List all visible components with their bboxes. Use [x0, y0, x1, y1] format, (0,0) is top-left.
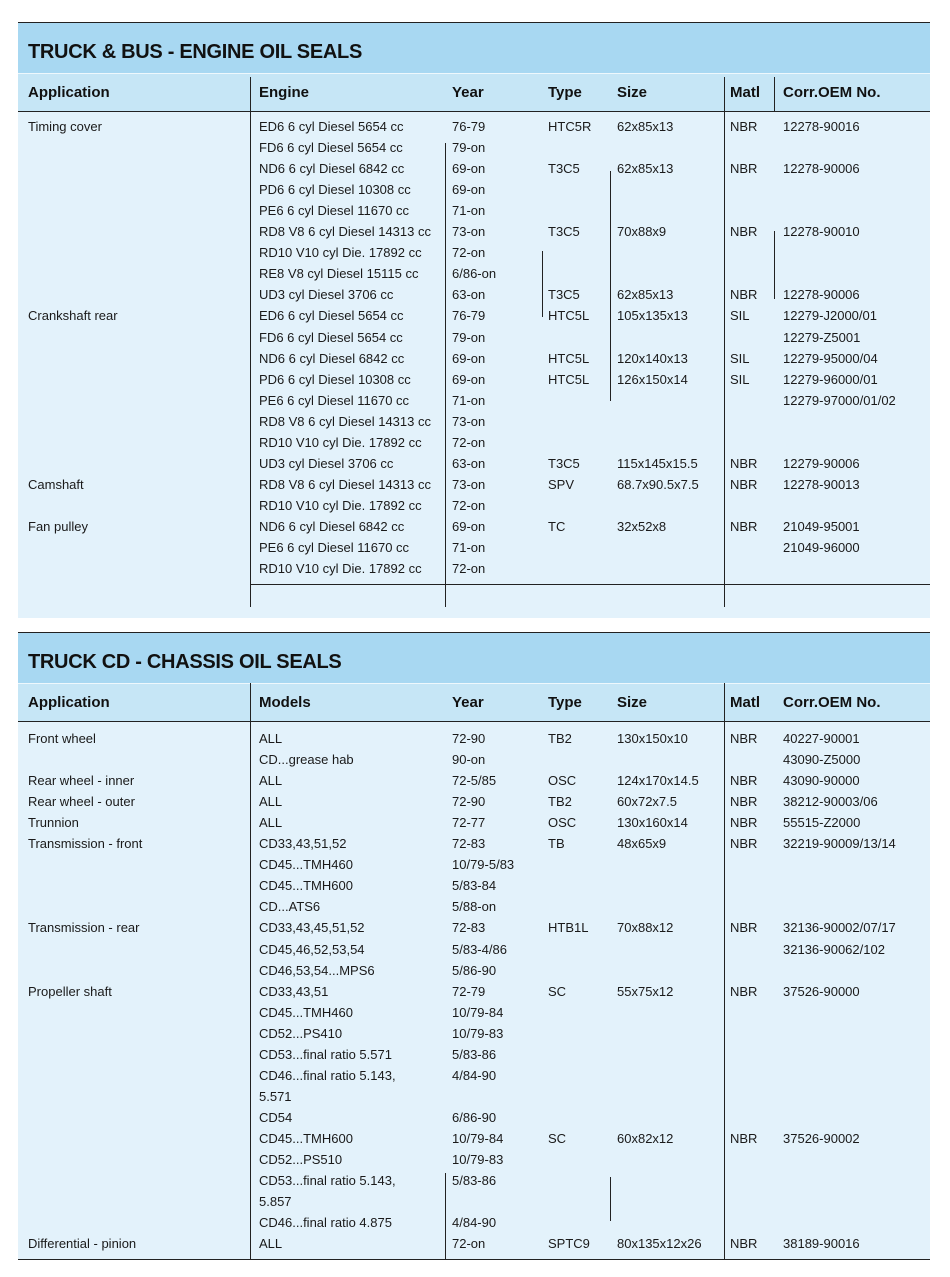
engine-cell: CD45...TMH460: [259, 1004, 353, 1020]
header-engine: Engine: [259, 84, 310, 101]
table-row: [18, 813, 930, 834]
year-cell: 72-on: [452, 434, 486, 450]
table-row: [18, 876, 930, 897]
column-divider: [250, 77, 251, 607]
engine-cell: CD33,43,45,51,52: [259, 920, 365, 936]
material-cell: SIL: [730, 371, 750, 387]
engine-oil-seals-section: [18, 22, 930, 618]
table-row: [18, 897, 930, 918]
material-cell: NBR: [730, 983, 758, 999]
year-cell: 10/79-5/83: [452, 857, 515, 873]
application-cell: Propeller shaft: [28, 983, 112, 999]
size-cell: 55x75x12: [617, 983, 674, 999]
oem-number-cell: 38189-90016: [783, 1236, 860, 1252]
type-cell: T3C5: [548, 224, 580, 240]
size-cell: 130x160x14: [617, 815, 688, 831]
year-cell: 73-on: [452, 476, 486, 492]
year-cell: 79-on: [452, 329, 486, 345]
oem-number-cell: 12279-96000/01: [783, 371, 878, 387]
oem-number-cell: 32136-90002/07/17: [783, 920, 896, 936]
engine-cell: RD8 V8 6 cyl Diesel 14313 cc: [259, 413, 431, 429]
table-row: [18, 771, 930, 792]
year-cell: 72-on: [452, 245, 486, 261]
oem-number-cell: 12278-90006: [783, 287, 860, 303]
engine-cell: CD33,43,51: [259, 983, 329, 999]
engine-cell: ND6 6 cyl Diesel 6842 cc: [259, 161, 405, 177]
year-cell: 63-on: [452, 455, 486, 471]
application-cell: Crankshaft rear: [28, 308, 118, 324]
size-cell: 130x150x10: [617, 731, 688, 746]
table-row: [18, 918, 930, 939]
size-cell: 62x85x13: [617, 119, 674, 134]
application-cell: Differential - pinion: [28, 1236, 137, 1252]
engine-cell: UD3 cyl Diesel 3706 cc: [259, 455, 394, 471]
material-cell: NBR: [730, 119, 758, 134]
engine-cell: CD54: [259, 1109, 293, 1125]
table-row: [18, 792, 930, 813]
material-cell: NBR: [730, 1130, 758, 1146]
table-row: [18, 538, 930, 559]
engine-cell: ED6 6 cyl Diesel 5654 cc: [259, 119, 404, 134]
year-cell: 10/79-84: [452, 1130, 504, 1146]
type-cell: T3C5: [548, 455, 580, 471]
table-row: [18, 475, 930, 496]
table-header: [18, 683, 930, 721]
table-row: [18, 1192, 930, 1213]
header-year: Year: [452, 84, 484, 101]
column-divider: [610, 171, 611, 401]
type-cell: SC: [548, 1130, 567, 1146]
size-cell: 124x170x14.5: [617, 773, 699, 789]
size-cell: 70x88x12: [617, 920, 674, 936]
type-cell: TC: [548, 518, 566, 534]
header-oem-number: Corr.OEM No.: [783, 694, 881, 711]
oem-number-cell: 12278-90010: [783, 224, 860, 240]
type-cell: HTC5L: [548, 350, 590, 366]
header-oem-number: Corr.OEM No.: [783, 84, 881, 101]
oem-number-cell: 32136-90062/102: [783, 941, 885, 957]
engine-cell: ND6 6 cyl Diesel 6842 cc: [259, 350, 405, 366]
year-cell: 4/84-90: [452, 1067, 497, 1083]
table-row: [18, 1087, 930, 1108]
chassis-oil-seals-section: [18, 632, 930, 1260]
year-cell: 10/79-84: [452, 1004, 504, 1020]
year-cell: 6/86-on: [452, 266, 497, 282]
table-row: [18, 729, 930, 750]
material-cell: NBR: [730, 161, 758, 177]
oem-number-cell: 43090-Z5000: [783, 752, 861, 768]
size-cell: 48x65x9: [617, 836, 667, 852]
column-divider: [774, 77, 775, 111]
year-cell: 73-on: [452, 413, 486, 429]
year-cell: 4/84-90: [452, 1215, 497, 1231]
application-cell: Transmission - front: [28, 836, 143, 852]
type-cell: SPTC9: [548, 1236, 590, 1252]
size-cell: 70x88x9: [617, 224, 667, 240]
type-cell: HTB1L: [548, 920, 589, 936]
engine-cell: ED6 6 cyl Diesel 5654 cc: [259, 308, 404, 324]
year-cell: 90-on: [452, 752, 486, 768]
engine-cell: CD52...PS410: [259, 1025, 343, 1041]
engine-cell: CD...ATS6: [259, 899, 321, 915]
size-cell: 120x140x13: [617, 350, 688, 366]
oem-number-cell: 12279-Z5001: [783, 329, 861, 345]
column-divider: [774, 231, 775, 299]
table-row: [18, 264, 930, 285]
oem-number-cell: 12279-97000/01/02: [783, 392, 896, 408]
year-cell: 69-on: [452, 518, 486, 534]
size-cell: 32x52x8: [617, 518, 667, 534]
engine-cell: CD45...TMH600: [259, 878, 353, 894]
application-cell: Trunnion: [28, 815, 79, 831]
section-title: TRUCK & BUS - ENGINE OIL SEALS: [18, 23, 930, 73]
year-cell: 10/79-83: [452, 1025, 504, 1041]
year-cell: 63-on: [452, 287, 486, 303]
engine-cell: ALL: [259, 731, 283, 746]
year-cell: 69-on: [452, 371, 486, 387]
header-application: Application: [28, 694, 110, 711]
table-row: [18, 982, 930, 1003]
table-row: [18, 750, 930, 771]
type-cell: T3C5: [548, 287, 580, 303]
engine-cell: RD10 V10 cyl Die. 17892 cc: [259, 561, 422, 577]
column-divider: [445, 143, 446, 607]
engine-cell: CD33,43,51,52: [259, 836, 347, 852]
header-models: Models: [259, 694, 311, 711]
material-cell: NBR: [730, 794, 758, 810]
oem-number-cell: 12278-90013: [783, 476, 860, 492]
column-divider: [445, 1173, 446, 1259]
table-row: [18, 1045, 930, 1066]
table-row: [18, 243, 930, 264]
material-cell: SIL: [730, 308, 750, 324]
engine-cell: PE6 6 cyl Diesel 11670 cc: [259, 392, 410, 408]
size-cell: 126x150x14: [617, 371, 688, 387]
year-cell: 72-83: [452, 836, 486, 852]
material-cell: NBR: [730, 518, 758, 534]
oem-number-cell: 12279-90006: [783, 455, 860, 471]
application-cell: Fan pulley: [28, 518, 88, 534]
engine-cell: RE8 V8 cyl Diesel 15115 cc: [259, 266, 419, 282]
engine-cell: ALL: [259, 773, 283, 789]
year-cell: 69-on: [452, 350, 486, 366]
table-row: [18, 159, 930, 180]
table-row: [18, 1150, 930, 1171]
oem-number-cell: 21049-95001: [783, 518, 860, 534]
application-cell: Camshaft: [28, 476, 84, 492]
material-cell: NBR: [730, 287, 758, 303]
engine-cell: RD10 V10 cyl Die. 17892 cc: [259, 434, 422, 450]
type-cell: OSC: [548, 773, 577, 789]
section-title: TRUCK CD - CHASSIS OIL SEALS: [18, 633, 930, 683]
engine-cell: RD8 V8 6 cyl Diesel 14313 cc: [259, 224, 431, 240]
table-row: [18, 855, 930, 876]
engine-cell: PD6 6 cyl Diesel 10308 cc: [259, 371, 411, 387]
table-row: [18, 1003, 930, 1024]
table-row: [18, 285, 930, 306]
year-cell: 69-on: [452, 182, 486, 198]
header-year: Year: [452, 694, 484, 711]
year-cell: 5/83-84: [452, 878, 497, 894]
table-row: [18, 1234, 930, 1255]
application-cell: Front wheel: [28, 731, 96, 746]
column-divider: [250, 683, 251, 1259]
table-row: [18, 559, 930, 580]
engine-cell: ALL: [259, 1236, 283, 1252]
table-row: [18, 138, 930, 159]
row-divider: [18, 111, 930, 112]
table-header: [18, 73, 930, 111]
table-row: [18, 328, 930, 349]
size-cell: 80x135x12x26: [617, 1236, 702, 1252]
type-cell: SPV: [548, 476, 575, 492]
oem-number-cell: 55515-Z2000: [783, 815, 861, 831]
table-row: [18, 1171, 930, 1192]
year-cell: 72-5/85: [452, 773, 497, 789]
size-cell: 62x85x13: [617, 287, 674, 303]
header-application: Application: [28, 84, 110, 101]
size-cell: 115x145x15.5: [617, 455, 698, 471]
oem-number-cell: 12278-90006: [783, 161, 860, 177]
table-row: [18, 433, 930, 454]
table-row: [18, 391, 930, 412]
engine-cell: RD10 V10 cyl Die. 17892 cc: [259, 497, 422, 513]
oem-number-cell: 32219-90009/13/14: [783, 836, 896, 852]
engine-cell: RD10 V10 cyl Die. 17892 cc: [259, 245, 422, 261]
year-cell: 72-on: [452, 561, 486, 577]
oem-number-cell: 21049-96000: [783, 540, 860, 555]
engine-cell: FD6 6 cyl Diesel 5654 cc: [259, 140, 403, 156]
material-cell: NBR: [730, 455, 758, 471]
table-row: [18, 1108, 930, 1129]
header-type: Type: [548, 694, 582, 711]
type-cell: HTC5R: [548, 119, 592, 134]
engine-cell: CD46...final ratio 4.875: [259, 1215, 392, 1231]
oem-number-cell: 37526-90000: [783, 983, 860, 999]
type-cell: TB2: [548, 731, 572, 746]
column-divider: [542, 251, 543, 317]
material-cell: NBR: [730, 731, 758, 746]
table-row: [18, 961, 930, 982]
engine-cell: RD8 V8 6 cyl Diesel 14313 cc: [259, 476, 431, 492]
year-cell: 73-on: [452, 224, 486, 240]
year-cell: 71-on: [452, 540, 486, 555]
table-row: [18, 496, 930, 517]
table-row: [18, 412, 930, 433]
table-row: [18, 1066, 930, 1087]
table-row: [18, 370, 930, 391]
year-cell: 10/79-83: [452, 1152, 504, 1167]
engine-cell: CD45...TMH600: [259, 1130, 353, 1146]
size-cell: 60x82x12: [617, 1130, 674, 1146]
type-cell: TB: [548, 836, 565, 852]
header-material: Matl: [730, 694, 760, 711]
oem-number-cell: 12279-95000/04: [783, 350, 878, 366]
year-cell: 72-90: [452, 731, 486, 746]
year-cell: 5/88-on: [452, 899, 497, 915]
column-divider: [610, 1177, 611, 1221]
type-cell: TB2: [548, 794, 572, 810]
engine-cell: ALL: [259, 815, 283, 831]
year-cell: 79-on: [452, 140, 486, 156]
engine-cell: FD6 6 cyl Diesel 5654 cc: [259, 329, 403, 345]
engine-cell: PE6 6 cyl Diesel 11670 cc: [259, 540, 410, 555]
table-row: [18, 517, 930, 538]
table-row: [18, 180, 930, 201]
engine-cell: CD45,46,52,53,54: [259, 941, 365, 957]
column-divider: [724, 77, 725, 607]
application-cell: Rear wheel - outer: [28, 794, 135, 810]
oem-number-cell: 37526-90002: [783, 1130, 860, 1146]
type-cell: HTC5L: [548, 308, 590, 324]
year-cell: 71-on: [452, 203, 486, 219]
size-cell: 60x72x7.5: [617, 794, 677, 810]
row-divider: [18, 721, 930, 722]
material-cell: NBR: [730, 476, 758, 492]
engine-cell: CD52...PS510: [259, 1152, 343, 1167]
material-cell: NBR: [730, 836, 758, 852]
material-cell: NBR: [730, 773, 758, 789]
oem-number-cell: 12279-J2000/01: [783, 308, 877, 324]
year-cell: 72-77: [452, 815, 486, 831]
year-cell: 76-79: [452, 119, 486, 134]
table-row: [18, 1213, 930, 1234]
year-cell: 5/83-86: [452, 1173, 497, 1189]
header-size: Size: [617, 84, 648, 101]
row-divider: [250, 584, 930, 585]
engine-cell: CD...grease hab: [259, 752, 354, 768]
table-row: [18, 349, 930, 370]
material-cell: SIL: [730, 350, 750, 366]
table-row: [18, 222, 930, 243]
year-cell: 5/83-86: [452, 1046, 497, 1062]
oem-number-cell: 38212-90003/06: [783, 794, 878, 810]
year-cell: 71-on: [452, 392, 486, 408]
material-cell: NBR: [730, 815, 758, 831]
oem-number-cell: 12278-90016: [783, 119, 860, 134]
year-cell: 72-79: [452, 983, 486, 999]
table-row: [18, 306, 930, 327]
engine-cell: PE6 6 cyl Diesel 11670 cc: [259, 203, 410, 219]
table-row: [18, 201, 930, 222]
engine-cell: ALL: [259, 794, 283, 810]
table-row: [18, 1024, 930, 1045]
table-row: [18, 1129, 930, 1150]
type-cell: HTC5L: [548, 371, 590, 387]
year-cell: 6/86-90: [452, 1109, 497, 1125]
year-cell: 72-on: [452, 1236, 486, 1252]
type-cell: SC: [548, 983, 567, 999]
material-cell: NBR: [730, 920, 758, 936]
type-cell: OSC: [548, 815, 577, 831]
engine-cell: ND6 6 cyl Diesel 6842 cc: [259, 518, 405, 534]
engine-cell: PD6 6 cyl Diesel 10308 cc: [259, 182, 411, 198]
type-cell: T3C5: [548, 161, 580, 177]
engine-cell: 5.571: [259, 1088, 292, 1104]
material-cell: NBR: [730, 1236, 758, 1252]
engine-cell: CD45...TMH460: [259, 857, 353, 873]
table-row: [18, 454, 930, 475]
engine-cell: CD46,53,54...MPS6: [259, 962, 375, 978]
oem-number-cell: 43090-90000: [783, 773, 860, 789]
engine-cell: CD46...final ratio 5.143,: [259, 1067, 396, 1083]
year-cell: 69-on: [452, 161, 486, 177]
header-type: Type: [548, 84, 582, 101]
header-size: Size: [617, 694, 648, 711]
year-cell: 76-79: [452, 308, 486, 324]
engine-cell: CD53...final ratio 5.571: [259, 1046, 392, 1062]
application-cell: Rear wheel - inner: [28, 773, 135, 789]
engine-cell: 5.857: [259, 1194, 292, 1210]
column-divider: [724, 683, 725, 1259]
application-cell: Transmission - rear: [28, 920, 140, 936]
engine-cell: UD3 cyl Diesel 3706 cc: [259, 287, 394, 303]
year-cell: 72-on: [452, 497, 486, 513]
table-row: [18, 834, 930, 855]
oem-number-cell: 40227-90001: [783, 731, 860, 746]
size-cell: 105x135x13: [617, 308, 688, 324]
table-row: [18, 117, 930, 138]
year-cell: 72-83: [452, 920, 486, 936]
size-cell: 68.7x90.5x7.5: [617, 476, 699, 492]
header-material: Matl: [730, 84, 760, 101]
material-cell: NBR: [730, 224, 758, 240]
size-cell: 62x85x13: [617, 161, 674, 177]
year-cell: 5/83-4/86: [452, 941, 507, 957]
application-cell: Timing cover: [28, 119, 102, 134]
table-row: [18, 940, 930, 961]
year-cell: 72-90: [452, 794, 486, 810]
year-cell: 5/86-90: [452, 962, 497, 978]
engine-cell: CD53...final ratio 5.143,: [259, 1173, 396, 1189]
